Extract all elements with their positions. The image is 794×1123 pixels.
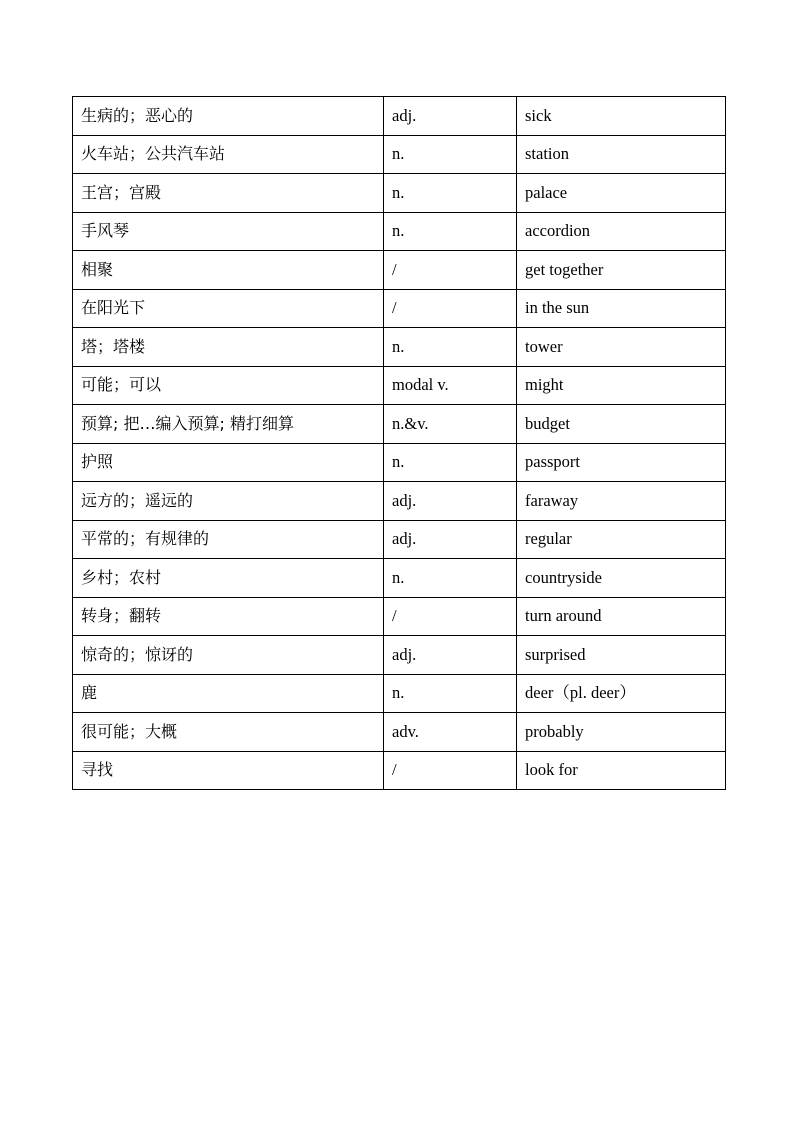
chinese-meaning-cell: 相聚 [73, 251, 384, 290]
chinese-meaning-cell: 在阳光下 [73, 289, 384, 328]
chinese-meaning-cell: 远方的；遥远的 [73, 482, 384, 521]
part-of-speech-cell: / [384, 289, 517, 328]
vocabulary-table-body [73, 97, 726, 790]
vocabulary-table [72, 96, 726, 790]
english-word-cell: regular [517, 520, 726, 559]
table-row [73, 636, 726, 675]
english-word-cell: might [517, 366, 726, 405]
table-row [73, 251, 726, 290]
table-row [73, 674, 726, 713]
part-of-speech-cell: n. [384, 212, 517, 251]
part-of-speech-cell: n.&v. [384, 405, 517, 444]
english-word-cell: faraway [517, 482, 726, 521]
part-of-speech-cell: adj. [384, 482, 517, 521]
chinese-meaning-cell: 平常的；有规律的 [73, 520, 384, 559]
part-of-speech-cell: n. [384, 674, 517, 713]
part-of-speech-cell: modal v. [384, 366, 517, 405]
english-word-cell: countryside [517, 559, 726, 598]
chinese-meaning-cell: 很可能；大概 [73, 713, 384, 752]
table-row [73, 212, 726, 251]
chinese-meaning-cell: 预算; 把…编入预算; 精打细算 [73, 405, 384, 444]
part-of-speech-cell: n. [384, 443, 517, 482]
chinese-meaning-cell: 惊奇的；惊讶的 [73, 636, 384, 675]
english-word-cell: deer（pl. deer） [517, 674, 726, 713]
table-row [73, 520, 726, 559]
english-word-cell: tower [517, 328, 726, 367]
part-of-speech-cell: adv. [384, 713, 517, 752]
chinese-meaning-cell: 寻找 [73, 751, 384, 790]
table-row [73, 328, 726, 367]
table-row [73, 559, 726, 598]
table-row [73, 97, 726, 136]
table-row [73, 135, 726, 174]
part-of-speech-cell: n. [384, 174, 517, 213]
part-of-speech-cell: / [384, 751, 517, 790]
chinese-meaning-cell: 转身；翻转 [73, 597, 384, 636]
part-of-speech-cell: adj. [384, 97, 517, 136]
part-of-speech-cell: n. [384, 328, 517, 367]
chinese-meaning-cell: 乡村；农村 [73, 559, 384, 598]
english-word-cell: surprised [517, 636, 726, 675]
chinese-meaning-cell: 王宫；宫殿 [73, 174, 384, 213]
english-word-cell: budget [517, 405, 726, 444]
english-word-cell: accordion [517, 212, 726, 251]
table-row [73, 751, 726, 790]
english-word-cell: in the sun [517, 289, 726, 328]
chinese-meaning-cell: 塔；塔楼 [73, 328, 384, 367]
table-row [73, 443, 726, 482]
part-of-speech-cell: / [384, 251, 517, 290]
english-word-cell: palace [517, 174, 726, 213]
table-row [73, 597, 726, 636]
english-word-cell: passport [517, 443, 726, 482]
chinese-meaning-cell: 鹿 [73, 674, 384, 713]
table-row [73, 713, 726, 752]
table-row [73, 289, 726, 328]
part-of-speech-cell: adj. [384, 636, 517, 675]
english-word-cell: look for [517, 751, 726, 790]
english-word-cell: sick [517, 97, 726, 136]
chinese-meaning-cell: 手风琴 [73, 212, 384, 251]
table-row [73, 482, 726, 521]
part-of-speech-cell: / [384, 597, 517, 636]
english-word-cell: station [517, 135, 726, 174]
part-of-speech-cell: n. [384, 135, 517, 174]
chinese-meaning-cell: 护照 [73, 443, 384, 482]
table-row [73, 366, 726, 405]
english-word-cell: probably [517, 713, 726, 752]
english-word-cell: get together [517, 251, 726, 290]
table-row [73, 174, 726, 213]
chinese-meaning-cell: 可能；可以 [73, 366, 384, 405]
table-row [73, 405, 726, 444]
chinese-meaning-cell: 生病的；恶心的 [73, 97, 384, 136]
part-of-speech-cell: n. [384, 559, 517, 598]
part-of-speech-cell: adj. [384, 520, 517, 559]
english-word-cell: turn around [517, 597, 726, 636]
chinese-meaning-cell: 火车站；公共汽车站 [73, 135, 384, 174]
